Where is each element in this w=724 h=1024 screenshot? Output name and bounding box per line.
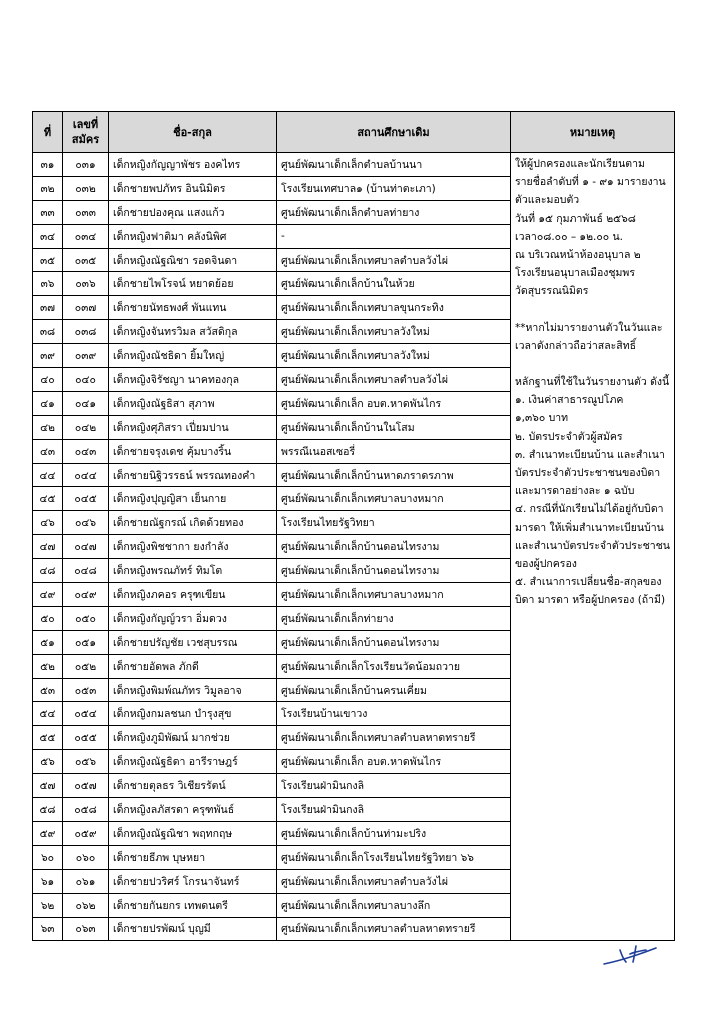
cell-school: - — [277, 224, 511, 248]
cell-applicant-no: ๐๕๖ — [63, 750, 109, 774]
cell-school: ศูนย์พัฒนาเด็กเล็กบ้านในโสม — [277, 415, 511, 439]
cell-school: โรงเรียนฝ่ามินกงลิ — [277, 774, 511, 798]
cell-name: เด็กชายตุลธร วิเชียรรัตน์ — [109, 774, 277, 798]
cell-school: ศูนย์พัฒนาเด็กเล็กเทศบาลตำบลวังไผ่ — [277, 248, 511, 272]
remark-report-line: ตัวและมอบตัว — [515, 194, 580, 207]
cell-school: ศูนย์พัฒนาเด็กเล็กบ้านในห้วย — [277, 272, 511, 296]
cell-school: ศูนย์พัฒนาเด็กเล็กบ้านหาดภราดรภาพ — [277, 463, 511, 487]
document-page — [32, 111, 674, 941]
cell-applicant-no: ๐๓๑ — [63, 153, 109, 177]
cell-applicant-no: ๐๓๙ — [63, 344, 109, 368]
cell-name: เด็กชายนิฐิวรรธน์ พรรณทองคำ — [109, 463, 277, 487]
cell-no: ๓๗ — [33, 296, 63, 320]
cell-school: พรรณีเนอสเซอรี่ — [277, 439, 511, 463]
cell-applicant-no: ๐๕๗ — [63, 774, 109, 798]
header-applicant-no: เลขที่สมัคร — [63, 112, 109, 153]
cell-name: เด็กชายจรุงเดช คุ้มบางริ้น — [109, 439, 277, 463]
cell-school: ศูนย์พัฒนาเด็กเล็กโรงเรียนวัดน้อมถวาย — [277, 654, 511, 678]
cell-applicant-no: ๐๕๒ — [63, 654, 109, 678]
cell-school: ศูนย์พัฒนาเด็กเล็ก อบต.หาดพันไกร — [277, 391, 511, 415]
cell-name: เด็กชายกันยกร เทพดนตรี — [109, 893, 277, 917]
cell-applicant-no: ๐๕๑ — [63, 630, 109, 654]
cell-school: ศูนย์พัฒนาเด็กเล็กเทศบาลบางหมาก — [277, 487, 511, 511]
remark-evidence-line: ๓. สำเนาทะเบียนบ้าน และสำเนา — [515, 448, 665, 461]
remark-report-line: ให้ผู้ปกครองและนักเรียนตาม — [515, 158, 645, 170]
cell-applicant-no: ๐๖๐ — [63, 845, 109, 869]
cell-name: เด็กชายปวริศร์ โกรนาจันทร์ — [109, 869, 277, 893]
cell-name: เด็กชายนัทธพงศ์ พันแทน — [109, 296, 277, 320]
cell-name: เด็กหญิงลภัสรดา ครุฑพันธ์ — [109, 798, 277, 822]
cell-school: โรงเรียนไทยรัฐวิทยา — [277, 511, 511, 535]
remark-evidence-line: ๑,๓๖๐ บาท — [515, 412, 569, 425]
cell-applicant-no: ๐๖๒ — [63, 893, 109, 917]
remark-report-line: ณ บริเวณหน้าห้องอนุบาล ๒ — [515, 249, 641, 262]
cell-no: ๓๒ — [33, 176, 63, 200]
cell-applicant-no: ๐๔๙ — [63, 583, 109, 607]
cell-school: ศูนย์พัฒนาเด็กเล็กเทศบาลบางหมาก — [277, 583, 511, 607]
cell-no: ๓๔ — [33, 224, 63, 248]
cell-no: ๓๑ — [33, 153, 63, 177]
cell-name: เด็กหญิงณัฐณิชา พฤทกฤษ — [109, 821, 277, 845]
table-row — [33, 153, 675, 177]
cell-name: เด็กหญิงณัชธิดา ยิ้มใหญ่ — [109, 344, 277, 368]
cell-no: ๔๑ — [33, 391, 63, 415]
remark-evidence-line: ๔. กรณีที่นักเรียนไม่ได้อยู่กับบิดา — [515, 503, 664, 516]
cell-applicant-no: ๐๔๓ — [63, 439, 109, 463]
cell-school: ศูนย์พัฒนาเด็กเล็กเทศบาลตำบลหาดทรายรี — [277, 917, 511, 941]
cell-applicant-no: ๐๓๗ — [63, 296, 109, 320]
cell-school: ศูนย์พัฒนาเด็กเล็กบ้านดอนไทรงาม — [277, 559, 511, 583]
cell-applicant-no: ๐๔๑ — [63, 391, 109, 415]
cell-applicant-no: ๐๔๐ — [63, 368, 109, 392]
cell-applicant-no: ๐๕๓ — [63, 678, 109, 702]
cell-name: เด็กหญิงศุภิสรา เปี่ยมปาน — [109, 415, 277, 439]
cell-no: ๔๕ — [33, 487, 63, 511]
remark-warning-line: **หากไม่มารายงานตัวในวันและ — [515, 321, 663, 334]
cell-applicant-no: ๐๓๓ — [63, 200, 109, 224]
cell-no: ๕๙ — [33, 821, 63, 845]
remark-spacer — [515, 355, 670, 373]
remark-evidence-line: และมารดาอย่างละ ๑ ฉบับ — [515, 485, 635, 498]
remark-warning-line: เวลาดังกล่าวถือว่าสละสิทธิ์ — [515, 339, 637, 352]
cell-applicant-no: ๐๔๕ — [63, 487, 109, 511]
cell-no: ๕๘ — [33, 798, 63, 822]
cell-applicant-no: ๐๕๙ — [63, 821, 109, 845]
cell-no: ๕๗ — [33, 774, 63, 798]
cell-no: ๕๔ — [33, 702, 63, 726]
cell-name: เด็กหญิงพิมพ์ณภัทร วิมูลอาจ — [109, 678, 277, 702]
applicant-table — [32, 111, 675, 941]
cell-name: เด็กหญิงจิรัชญา นาคทองกุล — [109, 368, 277, 392]
cell-school: โรงเรียนเทศบาล๑ (บ้านท่าตะเภา) — [277, 176, 511, 200]
cell-name: เด็กหญิงณัฐณิชา รอดจินดา — [109, 248, 277, 272]
cell-no: ๖๒ — [33, 893, 63, 917]
cell-no: ๕๒ — [33, 654, 63, 678]
cell-applicant-no: ๐๔๗ — [63, 535, 109, 559]
cell-applicant-no: ๐๓๒ — [63, 176, 109, 200]
cell-no: ๖๐ — [33, 845, 63, 869]
cell-no: ๓๓ — [33, 200, 63, 224]
cell-name: เด็กหญิงฟาติมา คลังนิพิศ — [109, 224, 277, 248]
cell-school: ศูนย์พัฒนาเด็กเล็กโรงเรียนไทยรัฐวิทยา ๖๖ — [277, 845, 511, 869]
cell-no: ๔๙ — [33, 583, 63, 607]
cell-no: ๕๐ — [33, 606, 63, 630]
remark-report-line: เวลา๐๘.๐๐ – ๑๒.๐๐ น. — [515, 230, 623, 243]
cell-name: เด็กชายพปภัทร อินนิมิตร — [109, 176, 277, 200]
cell-no: ๕๓ — [33, 678, 63, 702]
cell-school: โรงเรียนฝ่ามินกงลิ — [277, 798, 511, 822]
cell-name: เด็กหญิงภูมิพัฒน์ มากช่วย — [109, 726, 277, 750]
cell-school: ศูนย์พัฒนาเด็กเล็กท่ายาง — [277, 606, 511, 630]
cell-no: ๔๖ — [33, 511, 63, 535]
cell-applicant-no: ๐๖๓ — [63, 917, 109, 941]
table-body — [33, 153, 675, 941]
header-school: สถานศึกษาเดิม — [277, 112, 511, 153]
cell-school: ศูนย์พัฒนาเด็กเล็กเทศบาลวังใหม่ — [277, 320, 511, 344]
cell-school: ศูนย์พัฒนาเด็กเล็กเทศบาลตำบลหาดทรายรี — [277, 726, 511, 750]
cell-applicant-no: ๐๕๔ — [63, 702, 109, 726]
remark-spacer — [515, 301, 670, 319]
cell-applicant-no: ๐๕๐ — [63, 606, 109, 630]
cell-applicant-no: ๐๔๒ — [63, 415, 109, 439]
cell-no: ๕๕ — [33, 726, 63, 750]
cell-applicant-no: ๐๔๔ — [63, 463, 109, 487]
cell-school: ศูนย์พัฒนาเด็กเล็กบ้านดอนไทรงาม — [277, 535, 511, 559]
cell-applicant-no: ๐๓๔ — [63, 224, 109, 248]
remark-cell — [511, 153, 675, 941]
cell-name: เด็กหญิงพรณภัทร์ ทิมโต — [109, 559, 277, 583]
cell-no: ๓๘ — [33, 320, 63, 344]
header-name: ชื่อ-สกุล — [109, 112, 277, 153]
cell-name: เด็กชายปรพัฒน์ บุญมี — [109, 917, 277, 941]
cell-name: เด็กหญิงณัฐธิสา สุภาพ — [109, 391, 277, 415]
cell-applicant-no: ๐๖๑ — [63, 869, 109, 893]
remark-evidence-line: บิดา มารดา หรือผู้ปกครอง (ถ้ามี) — [515, 594, 666, 607]
cell-no: ๕๑ — [33, 630, 63, 654]
header-no: ที่ — [33, 112, 63, 153]
cell-name: เด็กหญิงกัญญ์วรา อิ่มดวง — [109, 606, 277, 630]
cell-name: เด็กชายอัดพล ภักดี — [109, 654, 277, 678]
cell-name: เด็กชายปรัญชัย เวชสุบรรณ — [109, 630, 277, 654]
cell-name: เด็กชายธีภพ บุษหยา — [109, 845, 277, 869]
cell-school: ศูนย์พัฒนาเด็กเล็กตำบลบ้านนา — [277, 153, 511, 177]
cell-school: ศูนย์พัฒนาเด็กเล็กตำบลท่ายาง — [277, 200, 511, 224]
header-remark: หมายเหตุ — [511, 112, 675, 153]
remark-report-line: วันที่ ๑๕ กุมภาพันธ์ ๒๕๖๘ — [515, 212, 636, 225]
cell-no: ๕๖ — [33, 750, 63, 774]
cell-no: ๔๐ — [33, 368, 63, 392]
remark-evidence-line: มารดา ให้เพิ่มสำเนาทะเบียนบ้าน — [515, 521, 664, 534]
cell-school: ศูนย์พัฒนาเด็กเล็กบ้านดอนไทรงาม — [277, 630, 511, 654]
cell-school: ศูนย์พัฒนาเด็กเล็กเทศบาลตำบลวังไผ่ — [277, 869, 511, 893]
signature-mark — [600, 938, 660, 968]
cell-school: ศูนย์พัฒนาเด็กเล็กบ้านท่ามะปริง — [277, 821, 511, 845]
cell-no: ๔๘ — [33, 559, 63, 583]
cell-applicant-no: ๐๓๕ — [63, 248, 109, 272]
remark-report-line: รายชื่อลำดับที่ ๑ - ๙๑ มารายงาน — [515, 176, 666, 189]
cell-school: โรงเรียนบ้านเขาวง — [277, 702, 511, 726]
cell-no: ๓๕ — [33, 248, 63, 272]
cell-applicant-no: ๐๓๘ — [63, 320, 109, 344]
cell-school: ศูนย์พัฒนาเด็กเล็กเทศบาลตำบลวังไผ่ — [277, 368, 511, 392]
cell-name: เด็กชายไพโรจน์ หยาดย้อย — [109, 272, 277, 296]
cell-applicant-no: ๐๕๕ — [63, 726, 109, 750]
cell-name: เด็กหญิงจันทรวิมล สวัสดิกุล — [109, 320, 277, 344]
remark-evidence-line: หลักฐานที่ใช้ในวันรายงานตัว ดังนี้ — [515, 376, 670, 389]
cell-name: เด็กหญิงภคอร ครุฑเขียน — [109, 583, 277, 607]
cell-no: ๖๑ — [33, 869, 63, 893]
remark-evidence-line: ๕. สำเนาการเปลี่ยนชื่อ-สกุลของ — [515, 576, 662, 589]
remark-evidence-line: ของผู้ปกครอง — [515, 558, 577, 571]
cell-name: เด็กหญิงกมลชนก บำรุงสุข — [109, 702, 277, 726]
remark-evidence-line: ๑. เงินค่าสาธารณูปโภค — [515, 394, 624, 407]
cell-no: ๖๓ — [33, 917, 63, 941]
cell-school: ศูนย์พัฒนาเด็กเล็กเทศบาลวังใหม่ — [277, 344, 511, 368]
cell-applicant-no: ๐๔๖ — [63, 511, 109, 535]
cell-school: ศูนย์พัฒนาเด็กเล็กบ้านครนเคี่ยม — [277, 678, 511, 702]
remark-evidence-line: บัตรประจำตัวประชาชนของบิดา — [515, 467, 661, 480]
cell-name: เด็กชายปองคุณ แสงแก้ว — [109, 200, 277, 224]
cell-school: ศูนย์พัฒนาเด็กเล็กเทศบาลขุนกระทิง — [277, 296, 511, 320]
cell-no: ๓๖ — [33, 272, 63, 296]
cell-no: ๓๙ — [33, 344, 63, 368]
cell-applicant-no: ๐๕๘ — [63, 798, 109, 822]
cell-name: เด็กหญิงพิชชากา ยงกำลัง — [109, 535, 277, 559]
cell-name: เด็กชายณัฐกรณ์ เกิดด้วยทอง — [109, 511, 277, 535]
cell-name: เด็กหญิงปุญญิสา เย็นกาย — [109, 487, 277, 511]
cell-name: เด็กหญิงกัญญาพัชร องคไทร — [109, 153, 277, 177]
remark-report-line: วัดสุบรรณนิมิตร — [515, 285, 589, 298]
cell-no: ๔๔ — [33, 463, 63, 487]
cell-school: ศูนย์พัฒนาเด็กเล็ก อบต.หาดพันไกร — [277, 750, 511, 774]
cell-applicant-no: ๐๔๘ — [63, 559, 109, 583]
remark-evidence-line: และสำเนาบัตรประจำตัวประชาชน — [515, 539, 670, 552]
cell-school: ศูนย์พัฒนาเด็กเล็กเทศบาลบางลึก — [277, 893, 511, 917]
remark-report-line: โรงเรียนอนุบาลเมืองชุมพร — [515, 267, 635, 280]
cell-no: ๔๒ — [33, 415, 63, 439]
cell-no: ๔๗ — [33, 535, 63, 559]
cell-name: เด็กหญิงณัฐธิดา อารีราษฎร์ — [109, 750, 277, 774]
remark-evidence-line: ๒. บัตรประจำตัวผู้สมัคร — [515, 430, 623, 443]
table-header-row — [33, 112, 675, 153]
cell-no: ๔๓ — [33, 439, 63, 463]
cell-applicant-no: ๐๓๖ — [63, 272, 109, 296]
